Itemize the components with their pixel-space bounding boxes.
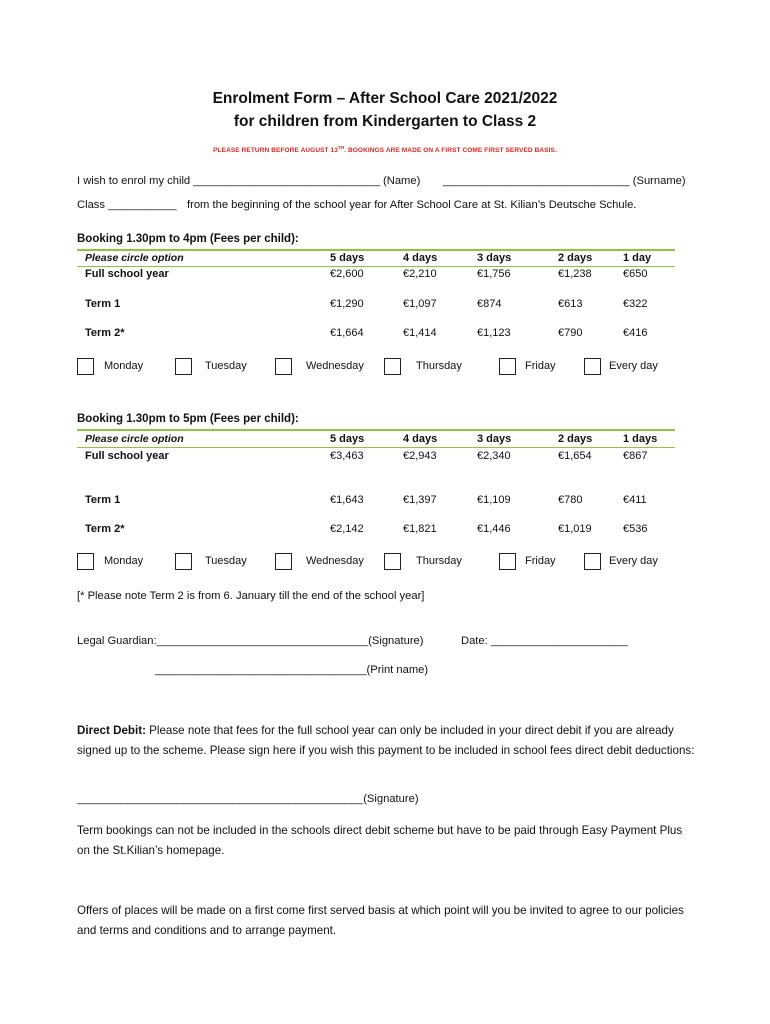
booking-2-row-label: Full school year [85,450,169,462]
booking-2-fee[interactable]: €2,943 [403,450,437,462]
booking-2-col-2days: 2 days [558,433,593,445]
print-name-line[interactable]: __________________________________(Print name) [155,664,429,676]
booking-2-fee[interactable]: €780 [558,494,583,506]
booking-2-fee[interactable]: €3,463 [330,450,364,462]
booking-2-row-label: Term 1 [85,494,121,506]
form-title-line-1: Enrolment Form – After School Care 2021/2022 [212,90,558,107]
booking-2-col-4days: 4 days [403,433,438,445]
booking-1-fee[interactable]: €322 [623,298,648,310]
booking-2-fee[interactable]: €1,397 [403,494,437,506]
booking-1-fee[interactable]: €874 [477,298,502,310]
booking-1-fee[interactable]: €790 [558,327,583,339]
return-notice-post: . BOOKINGS ARE MADE ON A FIRST COME FIRST SERVED BASIS. [344,147,557,155]
booking-1-fee[interactable]: €1,097 [403,298,437,310]
booking-2-tuesday-label: Tuesday [205,555,247,567]
booking-1-thursday-label: Thursday [416,360,462,372]
booking-1-fee[interactable]: €416 [623,327,648,339]
booking-2-fee[interactable]: €1,821 [403,523,437,535]
direct-debit-label: Direct Debit: [77,724,146,737]
booking-2-top-rule [77,429,675,431]
booking-2-fee[interactable]: €1,643 [330,494,364,506]
booking-1-wednesday-label: Wednesday [306,360,364,372]
booking-2-friday-label: Friday [525,555,556,567]
booking-1-friday-label: Friday [525,360,556,372]
booking-1-header-rule [77,266,675,267]
booking-2-tuesday-checkbox[interactable] [175,553,192,570]
direct-debit-text: Please note that fees for the full school year can only be included in your direct debit if you are already signed up to the scheme. Please sign here if you wish this payment to be included in school fees direct debit deductions: [77,724,695,757]
form-title-line-2: for children from Kindergarten to Class 2 [233,113,537,130]
booking-2-wednesday-label: Wednesday [306,555,364,567]
enrol-name-line[interactable]: I wish to enrol my child ______________________________ (Name) [77,175,421,187]
booking-2-everyday-checkbox[interactable] [584,553,601,570]
booking-1-col-4days: 4 days [403,252,438,264]
booking-1-top-rule [77,249,675,251]
booking-1-row-label: Term 1 [85,298,121,310]
booking-1-row-label: Full school year [85,268,169,280]
booking-1-fee[interactable]: €2,600 [330,268,364,280]
booking-2-option-label: Please circle option [85,433,184,445]
booking-1-fee[interactable]: €2,210 [403,268,437,280]
booking-2-col-3days: 3 days [477,433,512,445]
booking-1-tuesday-label: Tuesday [205,360,247,372]
enrol-surname-line[interactable]: ______________________________ (Surname) [443,175,686,187]
booking-2-friday-checkbox[interactable] [499,553,516,570]
legal-guardian-signature-line[interactable]: Legal Guardian:__________________________________(Signature) [77,635,424,647]
booking-2-col-5days: 5 days [330,433,365,445]
booking-2-fee[interactable]: €1,446 [477,523,511,535]
term-2-note: [* Please note Term 2 is from 6. January till the end of the school year] [77,590,425,602]
booking-1-fee[interactable]: €1,664 [330,327,364,339]
booking-1-fee[interactable]: €1,238 [558,268,592,280]
booking-1-fee[interactable]: €1,756 [477,268,511,280]
booking-2-everyday-label: Every day [609,555,658,567]
booking-1-fee[interactable]: €650 [623,268,648,280]
booking-1-option-label: Please circle option [85,252,184,264]
booking-1-monday-checkbox[interactable] [77,358,94,375]
booking-2-fee[interactable]: €1,109 [477,494,511,506]
booking-1-col-3days: 3 days [477,252,512,264]
booking-2-fee[interactable]: €2,142 [330,523,364,535]
term-bookings-paragraph: Term bookings can not be included in the schools direct debit scheme but have to be paid through Easy Payment Plus on the St.Kilian’s homepage. [77,824,683,857]
enrol-school-year-text: from the beginning of the school year for After School Care at St. Kilian’s Deutsche Schule. [187,199,637,211]
booking-1-monday-label: Monday [104,360,144,372]
return-notice-sup: TH [337,145,345,150]
booking-2-thursday-checkbox[interactable] [384,553,401,570]
booking-2-fee[interactable]: €536 [623,523,648,535]
booking-2-heading: Booking 1.30pm to 5pm (Fees per child): [77,413,299,425]
booking-1-row-label: Term 2* [85,327,125,339]
booking-1-thursday-checkbox[interactable] [384,358,401,375]
booking-2-monday-label: Monday [104,555,144,567]
booking-2-fee[interactable]: €2,340 [477,450,511,462]
enrol-class-line[interactable]: Class ___________ [77,199,177,211]
booking-1-everyday-label: Every day [609,360,658,372]
booking-2-fee[interactable]: €1,654 [558,450,592,462]
booking-2-fee[interactable]: €867 [623,450,648,462]
booking-1-friday-checkbox[interactable] [499,358,516,375]
booking-1-fee[interactable]: €1,290 [330,298,364,310]
return-notice [0,145,770,154]
booking-2-wednesday-checkbox[interactable] [275,553,292,570]
booking-1-col-2days: 2 days [558,252,593,264]
booking-1-heading: Booking 1.30pm to 4pm (Fees per child): [77,233,299,245]
booking-1-tuesday-checkbox[interactable] [175,358,192,375]
booking-2-fee[interactable]: €1,019 [558,523,592,535]
offers-paragraph: Offers of places will be made on a first come first served basis at which point will you be invited to agree to our policies and terms and conditions and to arrange payment. [77,904,684,937]
booking-1-fee[interactable]: €613 [558,298,583,310]
direct-debit-paragraph [77,721,697,760]
booking-2-fee[interactable]: €411 [623,494,647,506]
return-notice-pre: PLEASE RETURN BEFORE AUGUST 13 [213,147,338,155]
booking-1-fee[interactable]: €1,414 [403,327,437,339]
booking-1-col-5days: 5 days [330,252,365,264]
booking-2-header-rule [77,447,675,448]
booking-2-thursday-label: Thursday [416,555,462,567]
booking-2-row-label: Term 2* [85,523,125,535]
booking-1-fee[interactable]: €1,123 [477,327,511,339]
booking-1-wednesday-checkbox[interactable] [275,358,292,375]
booking-2-monday-checkbox[interactable] [77,553,94,570]
booking-2-col-1days: 1 days [623,433,658,445]
date-line[interactable]: Date: ______________________ [461,635,628,647]
booking-1-col-1day: 1 day [623,252,652,264]
booking-1-everyday-checkbox[interactable] [584,358,601,375]
direct-debit-signature-line[interactable]: ______________________________________________(Signature) [77,793,419,805]
